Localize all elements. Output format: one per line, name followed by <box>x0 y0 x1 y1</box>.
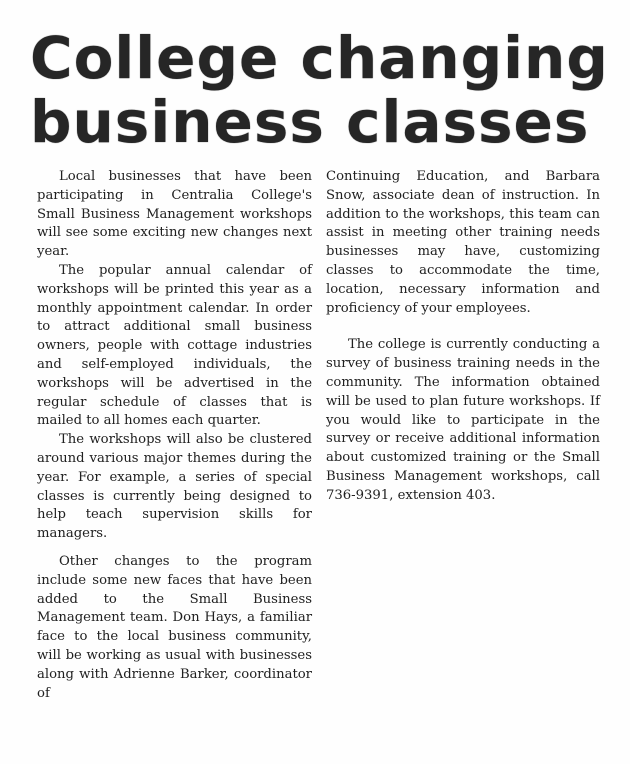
headline <box>30 26 620 154</box>
paragraph-new-faces: Other changes to the program include some new faces that have been added to the Small Business Management team. Don Hays, a familiar face to the local business community, will be working as usual with businesses along with Adrienne Barker, coordinator of <box>37 553 312 701</box>
paragraph-themes: The workshops will also be clustered around various major themes during the year. For example, a series of special classes is currently being designed to help teach supervision skills for managers. <box>37 432 312 542</box>
paragraph-team-continued: Continuing Education, and Barbara Snow, associate dean of instruction. In addition to the workshops, this team can assist in meeting other training needs businesses may have, customizing classes to accommodate the time, location, necessary information and proficiency of your employees. <box>326 169 600 316</box>
paragraph-survey: The college is currently conducting a survey of business training needs in the community. The information obtained will be used to plan future workshops. If you would like to participate in the survey or receive additional information about customized training or the Small Business Management workshops, call 736-9391, extension 403. <box>326 337 600 503</box>
headline-line-2: business classes <box>30 88 590 156</box>
paragraph-calendar: The popular annual calendar of workshops will be printed this year as a monthly appointment calendar. In order to attract additional small business owners, people with cottage industries and self-employed individuals, the workshops will be advertised in the regular schedule of classes that is mailed to all homes each quarter. <box>37 262 312 429</box>
paragraph-intro: Local businesses that have been participating in Centralia College's Small Business Management workshops will see some exciting new changes next year. <box>37 169 312 260</box>
article-column-right <box>326 168 600 506</box>
headline-line-1: College changing <box>30 24 609 92</box>
article-column-left <box>37 168 312 703</box>
